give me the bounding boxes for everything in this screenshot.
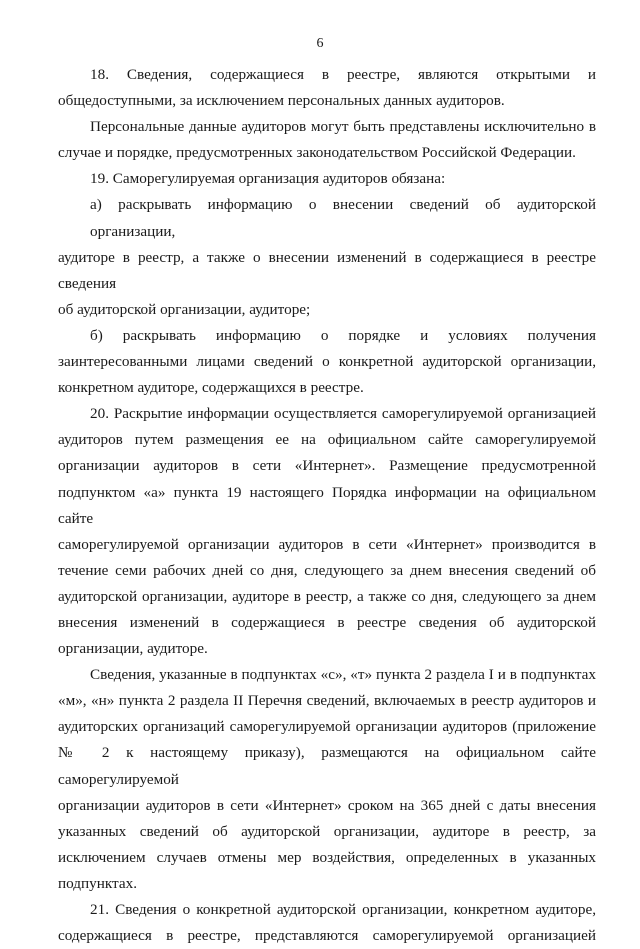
text-line: конкретном аудиторе, содержащихся в реестре.	[58, 379, 364, 397]
text-line: об аудиторской организации, аудиторе;	[58, 300, 311, 318]
text-line: общедоступными, за исключением персональных данных аудиторов.	[58, 92, 505, 110]
text-line: заинтересованными лицами сведений о конкретной аудиторской организации,	[58, 353, 596, 371]
text-line: 18. Сведения, содержащиеся в реестре, являются открытыми и	[90, 66, 596, 83]
text-line: аудиторе в реестр, а также о внесении изменений в содержащиеся в реестре сведения	[58, 248, 596, 292]
text-line: аудиторов путем размещения ее на официальном сайте саморегулируемой	[58, 431, 596, 449]
text-line: 19. Саморегулируемая организация аудиторов обязана:	[90, 170, 446, 188]
text-line: аудиторских организаций саморегулируемой организации аудиторов (приложение	[58, 718, 596, 736]
text-line: внесения изменений в содержащиеся в реестре сведения об аудиторской	[58, 613, 596, 631]
text-line: 21. Сведения о конкретной аудиторской организации, конкретном аудиторе,	[90, 901, 596, 918]
text-line: исключением случаев отмены мер воздействия, определенных в указанных	[58, 848, 596, 866]
text-line: аудиторской организации, аудиторе в реестр, а также со дня, следующего за днем	[58, 587, 596, 605]
document-body	[58, 62, 596, 949]
text-line: Сведения, указанные в подпунктах «с», «т» пункта 2 раздела I и в подпунктах	[90, 666, 596, 684]
text-line: организации аудиторов в сети «Интернет» сроком на 365 дней с даты внесения	[58, 796, 596, 814]
text-line: саморегулируемой организации аудиторов в сети «Интернет» производится в	[58, 535, 596, 553]
text-line: содержащиеся в реестре, представляются саморегулируемой организацией	[58, 927, 596, 945]
text-line: № 2 к настоящему приказу), размещаются на официальном сайте саморегулируемой	[58, 744, 596, 788]
text-line: течение семи рабочих дней со дня, следующего за днем внесения сведений об	[58, 561, 596, 579]
text-line: «м», «н» пункта 2 раздела II Перечня сведений, включаемых в реестр аудиторов и	[58, 692, 596, 710]
text-line: случае и порядке, предусмотренных законодательством Российской Федерации.	[58, 144, 576, 162]
text-line: организации, аудиторе.	[58, 640, 208, 658]
text-line: 20. Раскрытие информации осуществляется саморегулируемой организацией	[90, 405, 596, 423]
text-line: а) раскрывать информацию о внесении сведений об аудиторской организации,	[90, 196, 596, 240]
text-line: подпунктах.	[58, 874, 137, 892]
page-number: 6	[316, 36, 324, 51]
text-line: организации аудиторов в сети «Интернет». Размещение предусмотренной	[58, 457, 596, 475]
text-line: Персональные данные аудиторов могут быть представлены исключительно в	[90, 118, 596, 136]
text-line: подпунктом «а» пункта 19 настоящего Порядка информации на официальном сайте	[58, 483, 596, 527]
text-line: б) раскрывать информацию о порядке и условиях получения	[90, 326, 596, 344]
text-line: указанных сведений об аудиторской организации, аудиторе в реестр, за	[58, 822, 596, 840]
